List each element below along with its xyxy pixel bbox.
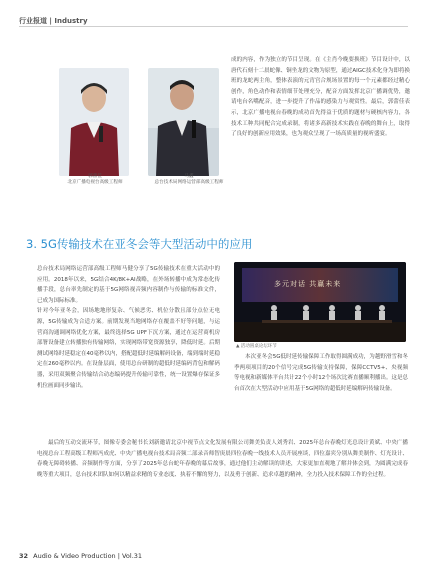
- stage-caption: ▲ 活动圆桌论坛环节: [236, 344, 277, 349]
- header-divider: [19, 26, 408, 27]
- speaker-photo-left: [59, 68, 129, 176]
- bottom-paragraph: 最后的互动交流环节，图像专委会秘书长刘新邀请北京中视节点文化发展有限公司舞美负责人刘秀岩、2025年总台春晚灯光总设计黄斌、中央广播电视总台工程高级工程师冯成虎、中央广播电视台技术局音频二部录音师智庚晨四位春晚一线技术人员开展座谈，四位嘉宾分别从舞美制作、灯光设计、春晚无障碍转播、音频制作等方面，分享了2025年总台蛇年春晚的幕后故事，通过他们主动解读的讲述，大家更加直观地了解并体会到，为圆满完成春晚等重大项目，总台技术团队如何以精益求精的专业态度、执着不懈的努力，以及勇于创新、追求卓越的精神，全力投入技术保障工作的全过程。: [37, 440, 408, 478]
- speaker-figure-left-icon: [59, 68, 129, 176]
- section-title: 3. 5G传输技术在亚冬会等大型活动中的应用: [26, 237, 253, 251]
- stage-photo: [234, 262, 406, 342]
- speaker-photo-right: [148, 68, 219, 176]
- right-caption-title: 总台技术局网络运营部高级工程师: [154, 180, 224, 185]
- right-caption-name: 马鑫: [184, 174, 194, 179]
- publication-title: Audio & Video Production | Vol.31: [33, 552, 143, 560]
- column-header: 行业报道 | Industry: [19, 17, 88, 25]
- stage-screen-text: 多元对话 共赢未来: [274, 280, 342, 288]
- left-caption-title: 北京广播电视台高级工程师: [67, 180, 123, 185]
- body-left-column: 总台技术局网络运营部高级工程师马健分享了5G传输技术在重大活动中的应用。2018年以来，5G结合4K/8K+AI战略，在外场转播中成为常态化传播手段，总台率先制定的基于5G网络视音频内容制作与传输的标准文件，已成为国际标准。 针对今年亚冬会，因场地地形复杂、气候恶劣、机位分散且部分点位无电源，5G传输成为合适方案。前期发现当地网络存在覆盖不好等问题，与运营商沟通调网络优化方案，最终选择5G UPF下沉方案，通过在运营商机房部署设备建立转播独有传输网络，实现网络带宽资源独享，降低时延。后期测试网络时延稳定在40毫秒以内，搭配超低时延编解码设备，端到端时延稳定在260毫秒以内。在设备层面，使用总台研制的超低时延编码背包和解码器，采用双频聚合传输结合动态编码提升传输可靠性，统一设置爆存保证多机位画面同步输出。: [37, 266, 221, 389]
- speaker-figure-right-icon: [148, 68, 219, 176]
- page-footer: [19, 552, 142, 560]
- body-right-column: 本次亚冬会5G低时延传输保障工作取得圆满成功，为越野滑雪和冬季两项项目的20个信号完成5G传输支持保障，保障CCTV5+、央视频等电视和新媒体平台共计22个小时12个场次比赛直播顺利播出。这是总台首次在大型活动中应用基于5G网络的超低时延编解码传输设备。: [234, 354, 408, 392]
- right-caption: [134, 174, 244, 186]
- page-number: 32: [19, 552, 29, 560]
- left-caption-name: 郭蕾佳: [88, 174, 102, 179]
- top-paragraph: 成的内容，作为独立的节目呈现。在《主肖今晚要换班》节目设计中，以唐代石刻十二晨蛇像、铜坐龙的文物为原型，通过AIGC技术化身为即将换班的龙蛇两主角，整体表演的元宵宫合规场景置的每一个元素都经过精心创作，角色动作和表情细节处理充分，配音方面发挥北京广播调优势，邀请电台名嘴配音，进一步提升了作品的感染力与观赏性。最后，郭蕾佳表示，北京广播电视台春晚的成功首先得益于优质的题材与硬核内容力，各技术工种共同配合完成录制，将诸多高新技术实践在春晚的舞台上，取得了良好的创新应用效果，也为观众呈现了一场高质量的视听盛宴。: [231, 57, 410, 138]
- stage-scene-icon: [234, 262, 406, 342]
